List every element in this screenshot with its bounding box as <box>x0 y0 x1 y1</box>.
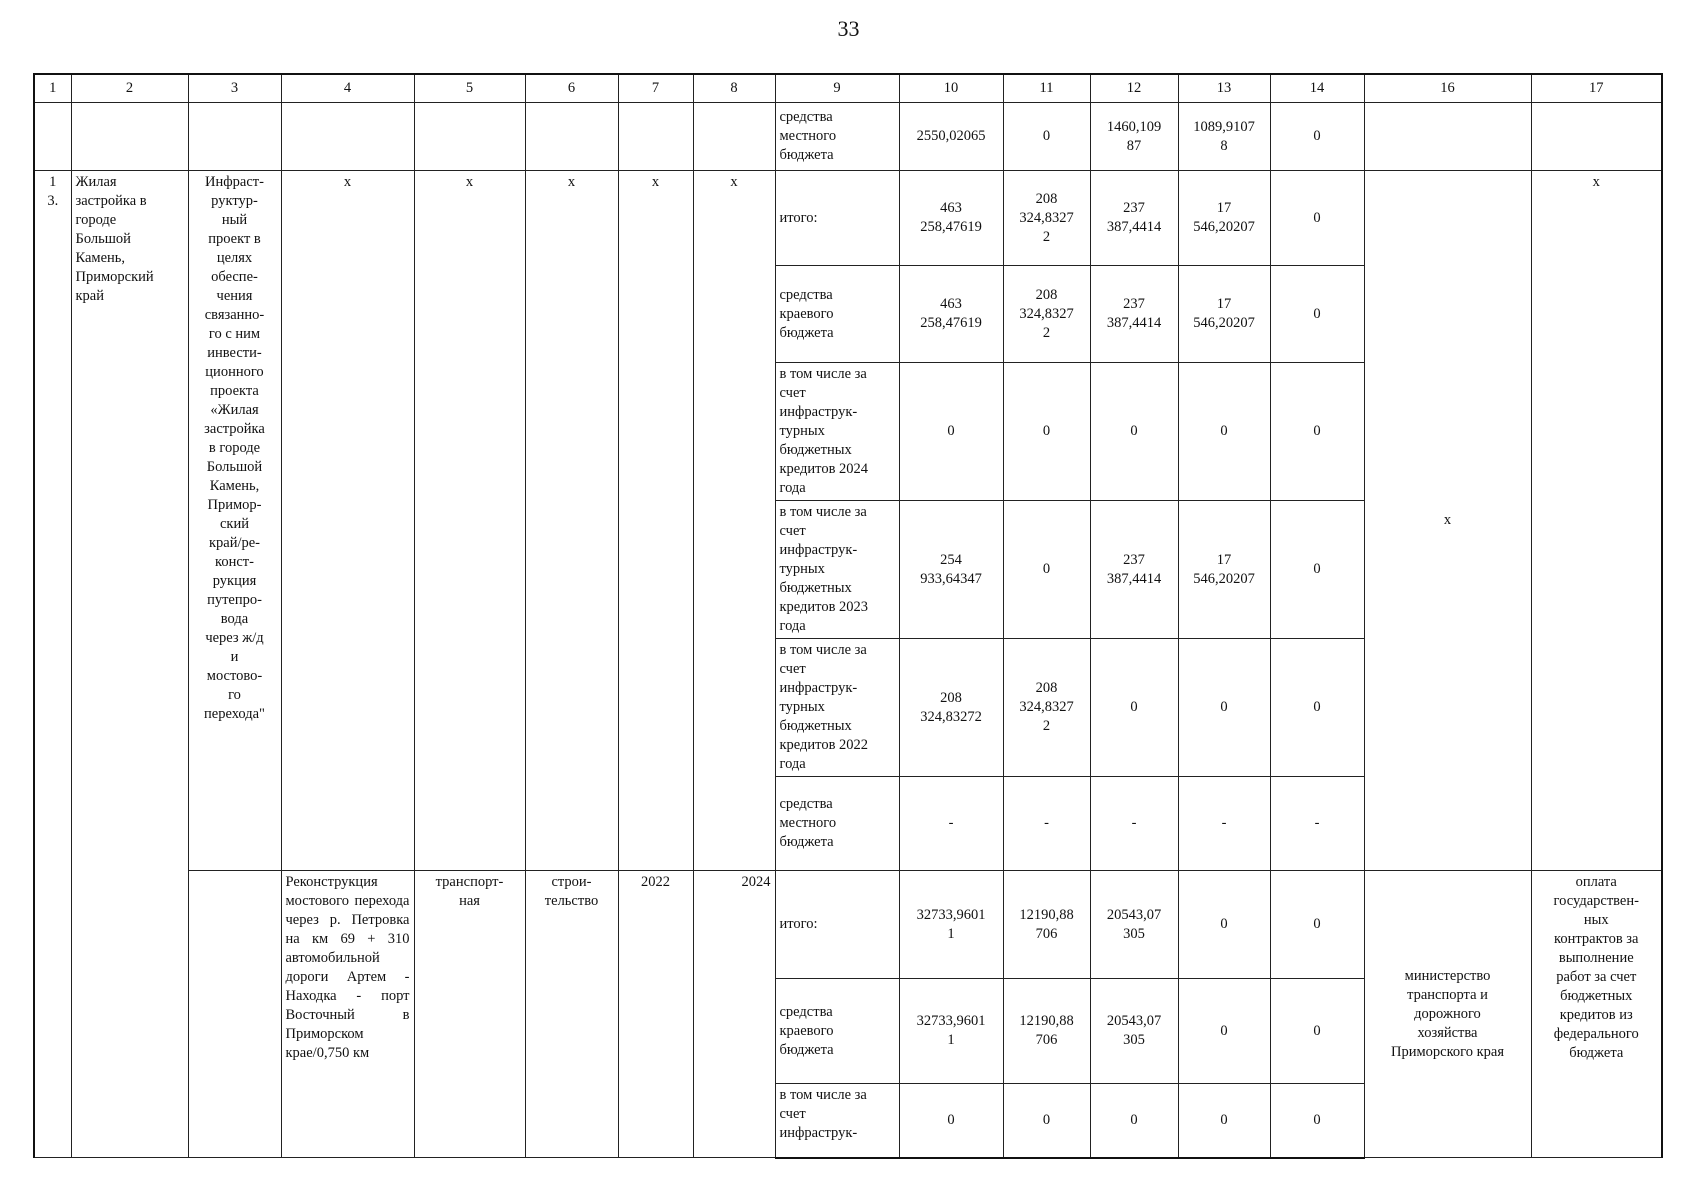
value-cell: 0 <box>1090 1084 1178 1158</box>
value-cell: 208 324,83272 <box>899 639 1003 777</box>
value-cell: 2550,02065 <box>899 103 1003 171</box>
payment-note: оплата государствен- ных контрактов за выполнение работ за счет бюджетных кредитов из федерального бюджета <box>1531 871 1662 1158</box>
value-cell: 237 387,4414 <box>1090 501 1178 639</box>
value-cell: 17 546,20207 <box>1178 171 1270 266</box>
value-cell: 17 546,20207 <box>1178 266 1270 363</box>
end-year: 2024 <box>693 871 775 1158</box>
empty-cell <box>414 103 525 171</box>
start-year: 2022 <box>618 871 693 1158</box>
value-cell: 0 <box>1270 1084 1364 1158</box>
value-cell: 0 <box>1270 871 1364 979</box>
value-cell: - <box>1090 777 1178 871</box>
header-cell: 10 <box>899 74 1003 103</box>
empty-cell <box>34 103 71 171</box>
header-cell: 14 <box>1270 74 1364 103</box>
value-cell: 0 <box>1178 1084 1270 1158</box>
empty-cell <box>188 103 281 171</box>
value-cell: 0 <box>1178 639 1270 777</box>
value-cell: 12190,88 706 <box>1003 871 1090 979</box>
header-cell: 1 <box>34 74 71 103</box>
value-cell: 0 <box>1178 871 1270 979</box>
value-cell: 0 <box>899 1084 1003 1158</box>
value-cell: 208 324,8327 2 <box>1003 171 1090 266</box>
value-cell: 12190,88 706 <box>1003 979 1090 1084</box>
value-cell: 32733,9601 1 <box>899 979 1003 1084</box>
value-cell: 0 <box>1270 103 1364 171</box>
header-cell: 8 <box>693 74 775 103</box>
value-cell: 208 324,8327 2 <box>1003 266 1090 363</box>
value-cell: 1460,109 87 <box>1090 103 1178 171</box>
funding-source: итого: <box>775 871 899 979</box>
x-mark: x <box>414 171 525 871</box>
x-mark: x <box>618 171 693 871</box>
empty-cell <box>693 103 775 171</box>
value-cell: 254 933,64347 <box>899 501 1003 639</box>
header-cell: 5 <box>414 74 525 103</box>
x-mark: x <box>693 171 775 871</box>
funding-source: в том числе за счет инфраструк- турных бюджетных кредитов 2024 года <box>775 363 899 501</box>
empty-cell <box>525 103 618 171</box>
table-row <box>34 871 1662 979</box>
empty-cell <box>188 871 281 1158</box>
x-mark: x <box>1531 171 1662 871</box>
value-cell: - <box>899 777 1003 871</box>
table-row <box>34 171 1662 266</box>
funding-source: средства местного бюджета <box>775 103 899 171</box>
funding-source: в том числе за счет инфраструк- турных бюджетных кредитов 2022 года <box>775 639 899 777</box>
sub-object-description: Реконструкция мостового перехода через р. Петровка на км 69 + 310 автомобильной дороги Артем - Находка - порт Восточный в Приморском крае/0,750 км <box>281 871 414 1158</box>
header-cell: 16 <box>1364 74 1531 103</box>
empty-cell <box>1364 103 1531 171</box>
value-cell: 237 387,4414 <box>1090 266 1178 363</box>
work-type: строи- тельство <box>525 871 618 1158</box>
value-cell: 1089,9107 8 <box>1178 103 1270 171</box>
header-cell: 2 <box>71 74 188 103</box>
project-description: Инфраст- руктур- ный проект в целях обеспе- чения связанно- го с ним инвести- ционного проекта «Жилая застройка в городе Большой Камень, Примор- ский край/ре- конст- рукция путепро- вода через ж/д и мостово- го перехода" <box>188 171 281 871</box>
value-cell: 0 <box>1270 266 1364 363</box>
header-row <box>34 74 1662 103</box>
value-cell: 0 <box>1270 979 1364 1084</box>
value-cell: - <box>1270 777 1364 871</box>
budget-table <box>33 73 1663 1159</box>
value-cell: 20543,07 305 <box>1090 871 1178 979</box>
funding-source: в том числе за счет инфраструк- <box>775 1084 899 1158</box>
header-cell: 7 <box>618 74 693 103</box>
value-cell: 208 324,8327 2 <box>1003 639 1090 777</box>
value-cell: 0 <box>1003 103 1090 171</box>
x-mark: x <box>281 171 414 871</box>
row-number: 1 3. <box>34 171 71 1158</box>
funding-source: средства местного бюджета <box>775 777 899 871</box>
funding-source: итого: <box>775 171 899 266</box>
value-cell: 0 <box>1178 363 1270 501</box>
header-cell: 9 <box>775 74 899 103</box>
empty-cell <box>1531 103 1662 171</box>
value-cell: 17 546,20207 <box>1178 501 1270 639</box>
x-mark: x <box>1364 171 1531 871</box>
value-cell: 32733,9601 1 <box>899 871 1003 979</box>
value-cell: 0 <box>1090 639 1178 777</box>
value-cell: 20543,07 305 <box>1090 979 1178 1084</box>
table-row <box>34 103 1662 171</box>
value-cell: 0 <box>1003 1084 1090 1158</box>
value-cell: 463 258,47619 <box>899 266 1003 363</box>
x-mark: x <box>525 171 618 871</box>
value-cell: 0 <box>1090 363 1178 501</box>
header-cell: 6 <box>525 74 618 103</box>
value-cell: 0 <box>899 363 1003 501</box>
empty-cell <box>71 103 188 171</box>
header-cell: 11 <box>1003 74 1090 103</box>
value-cell: 0 <box>1003 363 1090 501</box>
funding-source: в том числе за счет инфраструк- турных бюджетных кредитов 2023 года <box>775 501 899 639</box>
value-cell: 0 <box>1178 979 1270 1084</box>
value-cell: 237 387,4414 <box>1090 171 1178 266</box>
value-cell: - <box>1178 777 1270 871</box>
object-name: Жилая застройка в городе Большой Камень, Приморский край <box>71 171 188 1158</box>
funding-source: средства краевого бюджета <box>775 979 899 1084</box>
header-cell: 17 <box>1531 74 1662 103</box>
funding-source: средства краевого бюджета <box>775 266 899 363</box>
header-cell: 13 <box>1178 74 1270 103</box>
responsible-body: министерство транспорта и дорожного хозяйства Приморского края <box>1364 871 1531 1158</box>
object-kind: транспорт- ная <box>414 871 525 1158</box>
value-cell: - <box>1003 777 1090 871</box>
value-cell: 0 <box>1270 363 1364 501</box>
empty-cell <box>281 103 414 171</box>
value-cell: 0 <box>1270 501 1364 639</box>
empty-cell <box>618 103 693 171</box>
header-cell: 12 <box>1090 74 1178 103</box>
header-cell: 4 <box>281 74 414 103</box>
value-cell: 0 <box>1003 501 1090 639</box>
page-number: 33 <box>837 16 860 41</box>
value-cell: 0 <box>1270 171 1364 266</box>
header-cell: 3 <box>188 74 281 103</box>
value-cell: 463 258,47619 <box>899 171 1003 266</box>
value-cell: 0 <box>1270 639 1364 777</box>
